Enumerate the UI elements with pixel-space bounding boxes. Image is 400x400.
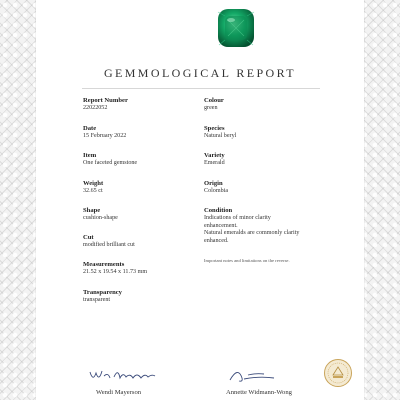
- field-label: Report Number: [83, 97, 128, 104]
- field-species: [204, 125, 236, 141]
- field-weight: [83, 180, 103, 196]
- field-value: 15 February 2022: [83, 133, 127, 139]
- signature-annette-widmann-wong: [224, 364, 294, 386]
- field-shape: [83, 207, 118, 223]
- field-label: Colour: [204, 97, 224, 104]
- field-origin: [204, 180, 228, 196]
- field-label: Variety: [204, 152, 225, 159]
- report-sheet: [36, 0, 364, 400]
- field-value: Colombia: [204, 188, 229, 194]
- field-value: Indications of minor clarity enhancement.: [204, 215, 271, 229]
- field-label: Item: [83, 152, 97, 159]
- report-title: GEMMOLOGICAL REPORT: [103, 66, 297, 80]
- field-value: cushion-shape: [83, 215, 118, 221]
- signer-name: Wendi Mayerson: [96, 389, 142, 396]
- gold-seal-icon: [323, 358, 353, 388]
- field-value: transparent: [83, 297, 111, 303]
- reverse-notes: Important notes and limitations on the reverse.: [204, 258, 290, 263]
- field-label: Condition: [204, 207, 233, 214]
- field-label: Transparency: [83, 289, 122, 296]
- field-value-note: Natural emeralds are commonly clarity enhanced.: [204, 230, 300, 244]
- emerald-gemstone-image: [217, 8, 255, 48]
- field-label: Origin: [204, 180, 223, 187]
- field-measurements: [83, 261, 147, 277]
- field-label: Cut: [83, 234, 94, 241]
- field-variety: [204, 152, 225, 168]
- signature-wendi-mayerson: [88, 364, 158, 386]
- title-divider: [82, 88, 320, 89]
- field-colour: [204, 97, 224, 113]
- field-value: green: [204, 105, 218, 111]
- field-label: Shape: [83, 207, 101, 214]
- field-value: modified brilliant cut: [83, 242, 135, 248]
- field-label: Weight: [83, 180, 104, 187]
- field-condition: [204, 207, 302, 245]
- field-label: Measurements: [83, 261, 125, 268]
- field-date: [83, 125, 126, 141]
- field-item: [83, 152, 137, 168]
- field-label: Species: [204, 125, 225, 132]
- field-report-number: [83, 97, 128, 113]
- field-value: 32.65 ct: [83, 188, 103, 194]
- signer-name: Annette Widmann-Wong: [226, 389, 292, 396]
- field-value: 21.52 x 19.54 x 11.73 mm: [83, 269, 148, 275]
- field-label: Date: [83, 125, 97, 132]
- field-transparency: [83, 289, 122, 305]
- field-value: 22022052: [83, 105, 108, 111]
- field-value: One faceted gemstone: [83, 160, 138, 166]
- field-value: Emerald: [204, 160, 225, 166]
- field-cut: [83, 234, 135, 250]
- field-value: Natural beryl: [204, 133, 237, 139]
